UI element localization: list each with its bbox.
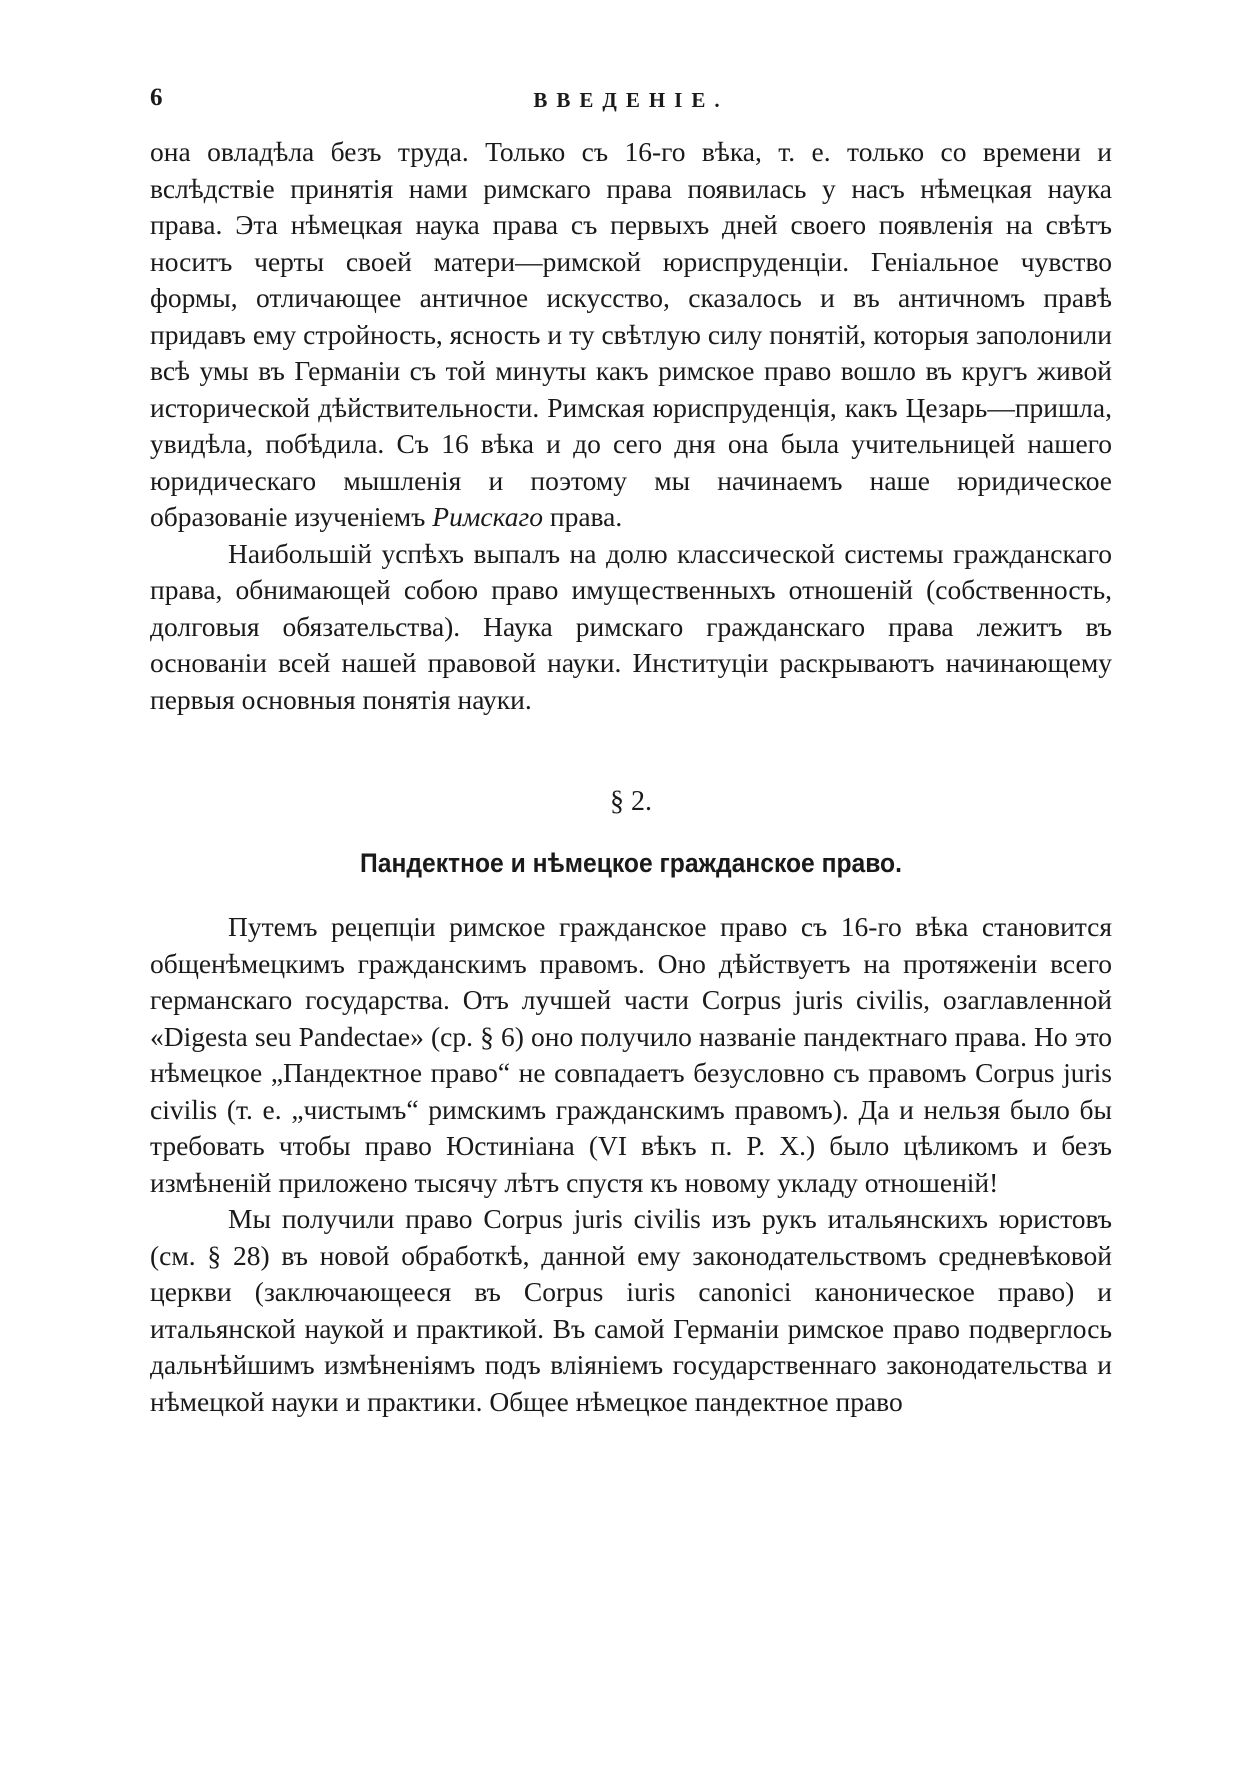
running-title: ВВЕДЕНІЕ. (533, 88, 729, 112)
paragraph-text: она овладѣла безъ труда. Только съ 16-го вѣка, т. е. только со времени и вслѣдствіе принятія нами римскаго права появилась у насъ нѣмецкая наука права. Эта нѣмецкая наука права съ первыхъ дней своего появленія на свѣтъ носитъ черты своей матери—римской юриспруденціи. Геніальное чувство формы, отличающее античное искусство, сказалось и въ античномъ правѣ придавъ ему стройность, ясность и ту свѣтлую силу понятій, которыя заполонили всѣ умы въ Германіи съ той минуты какъ римское право вошло въ кругъ живой исторической дѣйствительности. Римская юриспруденція, какъ Цезарь—пришла, увидѣла, побѣдила. Съ 16 вѣка и до сего дня она была учительницей нашего юридическаго мышленія и поэтому мы начинаемъ наше юридическое образованіе изученіемъ (150, 136, 1112, 532)
section-number: § 2. (610, 786, 652, 817)
page-number: 6 (150, 84, 163, 111)
page-content (150, 84, 1112, 1420)
italic-word: Римскаго (432, 501, 543, 532)
paragraph-italian-jurists: Мы получили право Corpus juris civilis изъ рукъ итальянскихъ юристовъ (см. § 28) въ новой обработкѣ, данной ему законодательствомъ средневѣковой церкви (заключающееся въ Corpus iuris canonici каноническое право) и итальянской наукой и практикой. Въ самой Германіи римское право подверглось дальнѣйшимъ измѣненіямъ подъ вліяніемъ государственнаго законодательства и нѣмецкой науки и практики. Общее нѣмецкое пандектное право (150, 1203, 1112, 1417)
paragraph-classical-system: Наибольшій успѣхъ выпалъ на долю классической системы гражданскаго права, обнимающей собою право имущественныхъ отношеній (собственность, долговыя обязательства). Наука римскаго гражданскаго права лежитъ въ основаніи всей нашей правовой науки. Институціи раскрываютъ начинающему первыя основныя понятія науки. (150, 537, 1112, 715)
paragraph-text-end: права. (542, 501, 623, 532)
section-title: Пандектное и нѣмецкое гражданское право. (360, 848, 902, 878)
paragraph-continuation (150, 134, 1112, 536)
running-head (150, 84, 1112, 120)
paragraph-reception: Путемъ рецепціи римское гражданское право съ 16-го вѣка становится общенѣмецкимъ гражданскимъ правомъ. Оно дѣйствуетъ на протяженіи всего германскаго государства. Отъ лучшей части Corpus juris civilis, озаглавленной «Digesta seu Pandectae» (ср. § 6) оно получило названіе пандектнаго права. Но это нѣмецкое „Пандектное право“ не совпадаетъ безусловно съ правомъ Corpus juris civilis (т. е. „чистымъ“ римскимъ гражданскимъ правомъ). Да и нельзя было бы требовать чтобы право Юстиніана (VI вѣкъ п. Р. Х.) было цѣликомъ и безъ измѣненій приложено тысячу лѣтъ спустя къ новому укладу отношеній! (150, 911, 1112, 1198)
